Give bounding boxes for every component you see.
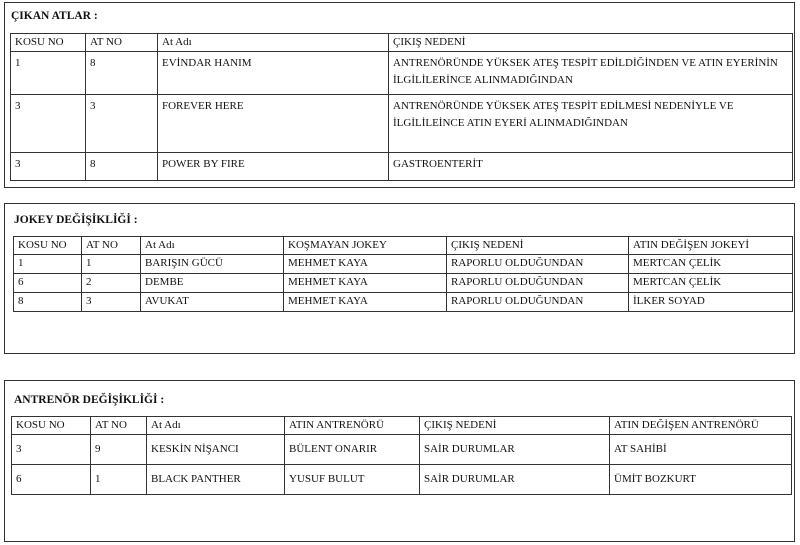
kosu-no-cell: 3 (12, 435, 91, 465)
table-row (11, 95, 793, 153)
kosmayan-jokey-cell: MEHMET KAYA (284, 274, 447, 293)
cikis-nedeni-cell: GASTROENTERİT (389, 153, 793, 181)
column-header: ÇIKIŞ NEDENİ (389, 34, 793, 52)
antrenor-degisikligi-title: ANTRENÖR DEĞİŞİKLİĞİ : (14, 394, 165, 406)
at-no-cell: 8 (86, 52, 158, 95)
cikan-atlar-title: ÇIKAN ATLAR : (11, 10, 98, 22)
at-adi-cell: BLACK PANTHER (147, 465, 285, 495)
degisen-jokey-cell: MERTCAN ÇELİK (629, 255, 793, 274)
column-header: At Adı (158, 34, 389, 52)
degisen-antrenor-cell: AT SAHİBİ (610, 435, 792, 465)
column-header: KOŞMAYAN JOKEY (284, 237, 447, 255)
table-header-row (14, 237, 793, 255)
cikis-nedeni-cell: SAİR DURUMLAR (420, 465, 610, 495)
column-header: KOSU NO (11, 34, 86, 52)
table-row (14, 274, 793, 293)
cikan-atlar-table (10, 33, 793, 181)
at-adi-cell: EVİNDAR HANIM (158, 52, 389, 95)
degisen-jokey-cell: İLKER SOYAD (629, 293, 793, 312)
column-header: ÇIKIŞ NEDENİ (420, 417, 610, 435)
antrenor-degisikligi-table (11, 416, 792, 495)
kosmayan-jokey-cell: MEHMET KAYA (284, 293, 447, 312)
cikis-nedeni-cell: RAPORLU OLDUĞUNDAN (447, 293, 629, 312)
atin-antrenoru-cell: BÜLENT ONARIR (285, 435, 420, 465)
atin-antrenoru-cell: YUSUF BULUT (285, 465, 420, 495)
degisen-antrenor-cell: ÜMİT BOZKURT (610, 465, 792, 495)
kosu-no-cell: 1 (11, 52, 86, 95)
column-header: AT NO (91, 417, 147, 435)
cikis-nedeni-cell: SAİR DURUMLAR (420, 435, 610, 465)
at-no-cell: 3 (86, 95, 158, 153)
table-row (11, 52, 793, 95)
column-header: KOSU NO (14, 237, 82, 255)
column-header: At Adı (141, 237, 284, 255)
table-row (14, 293, 793, 312)
cikis-nedeni-cell: ANTRENÖRÜNDE YÜKSEK ATEŞ TESPİT EDİLMESİ NEDENİYLE VE İLGİLİLEİNCE ATIN EYERİ ALINMADIĞINDAN (389, 95, 793, 153)
column-header: KOSU NO (12, 417, 91, 435)
at-no-cell: 9 (91, 435, 147, 465)
column-header: At Adı (147, 417, 285, 435)
at-no-cell: 3 (82, 293, 141, 312)
degisen-jokey-cell: MERTCAN ÇELİK (629, 274, 793, 293)
kosu-no-cell: 1 (14, 255, 82, 274)
column-header: ATIN DEĞİŞEN ANTRENÖRÜ (610, 417, 792, 435)
table-header-row (12, 417, 792, 435)
at-adi-cell: KESKİN NİŞANCI (147, 435, 285, 465)
antrenor-degisikligi-section (4, 380, 795, 542)
kosu-no-cell: 6 (12, 465, 91, 495)
kosu-no-cell: 3 (11, 153, 86, 181)
at-no-cell: 2 (82, 274, 141, 293)
cikan-atlar-section (4, 2, 795, 188)
cikis-nedeni-cell: ANTRENÖRÜNDE YÜKSEK ATEŞ TESPİT EDİLDİĞİNDEN VE ATIN EYERİNİN İLGİLİLERİNCE ALINMADIĞINDAN (389, 52, 793, 95)
at-adi-cell: BARIŞIN GÜCÜ (141, 255, 284, 274)
kosu-no-cell: 8 (14, 293, 82, 312)
jokey-degisikligi-table (13, 236, 793, 312)
column-header: ATIN ANTRENÖRÜ (285, 417, 420, 435)
at-adi-cell: AVUKAT (141, 293, 284, 312)
table-row (12, 435, 792, 465)
column-header: ÇIKIŞ NEDENİ (447, 237, 629, 255)
at-no-cell: 8 (86, 153, 158, 181)
table-row (11, 153, 793, 181)
kosu-no-cell: 6 (14, 274, 82, 293)
at-no-cell: 1 (82, 255, 141, 274)
column-header: ATIN DEĞİŞEN JOKEYİ (629, 237, 793, 255)
column-header: AT NO (82, 237, 141, 255)
at-adi-cell: FOREVER HERE (158, 95, 389, 153)
jokey-degisikligi-section (4, 203, 795, 354)
at-no-cell: 1 (91, 465, 147, 495)
at-adi-cell: POWER BY FIRE (158, 153, 389, 181)
at-adi-cell: DEMBE (141, 274, 284, 293)
table-row (14, 255, 793, 274)
cikis-nedeni-cell: RAPORLU OLDUĞUNDAN (447, 255, 629, 274)
cikis-nedeni-cell: RAPORLU OLDUĞUNDAN (447, 274, 629, 293)
kosmayan-jokey-cell: MEHMET KAYA (284, 255, 447, 274)
table-row (12, 465, 792, 495)
table-header-row (11, 34, 793, 52)
kosu-no-cell: 3 (11, 95, 86, 153)
column-header: AT NO (86, 34, 158, 52)
jokey-degisikligi-title: JOKEY DEĞİŞİKLİĞİ : (14, 214, 138, 226)
